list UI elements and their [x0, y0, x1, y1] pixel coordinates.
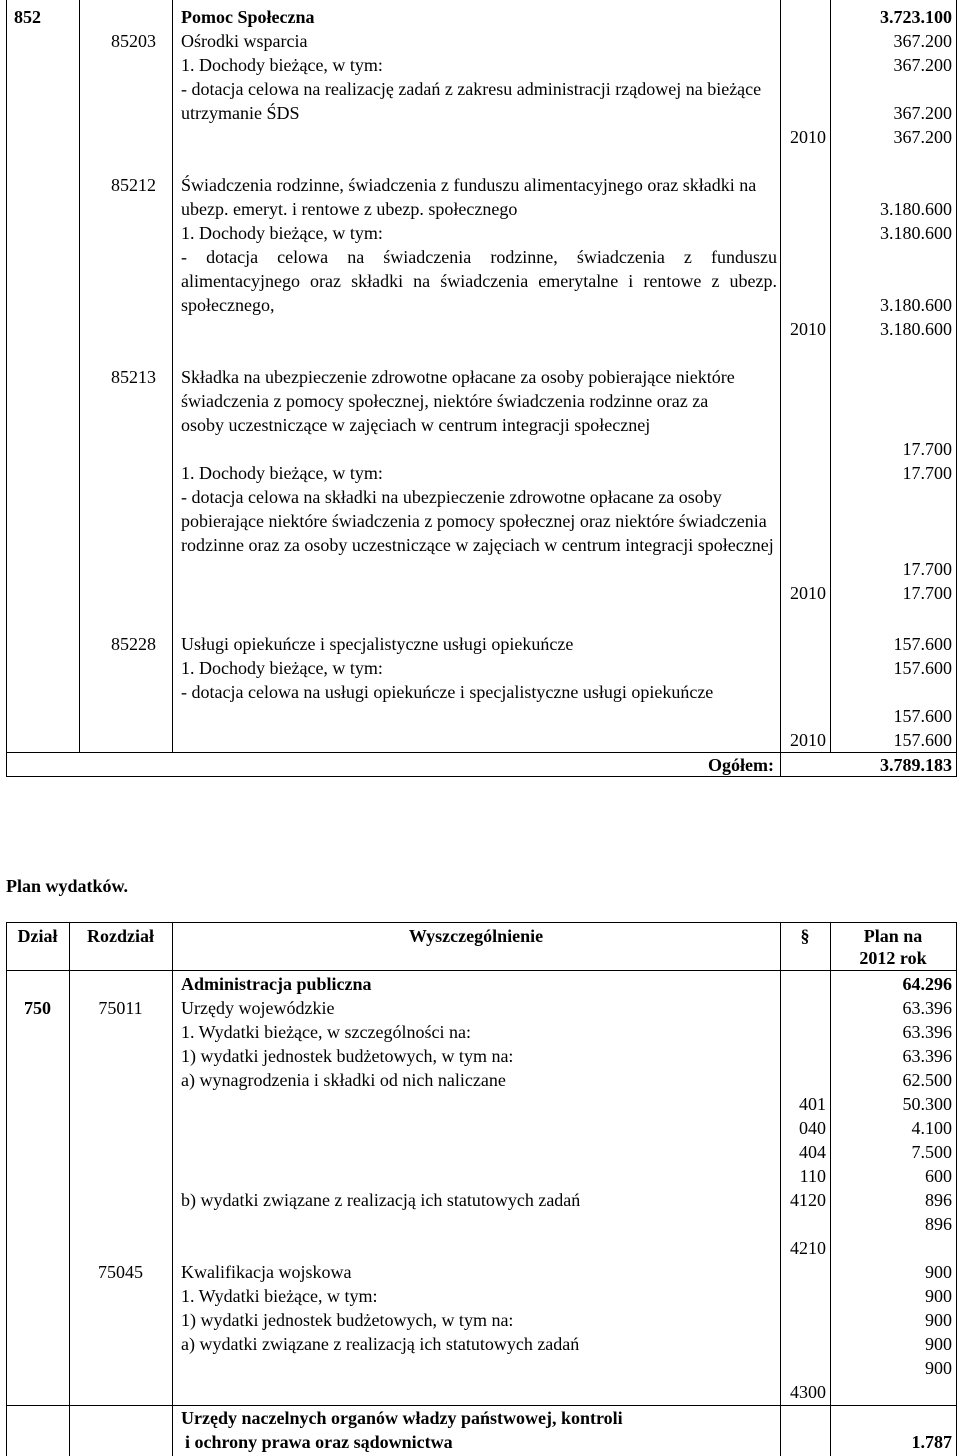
- dzial-code: 852: [14, 7, 41, 27]
- amount: 900: [925, 1358, 952, 1378]
- amount: 367.200: [893, 55, 952, 75]
- amount: 157.600: [893, 730, 952, 750]
- rozdzial-code: 75011: [98, 998, 143, 1018]
- col-divider: [830, 0, 831, 752]
- item-text: Urzędy naczelnych organów władzy państwowej, kontroli: [181, 1408, 623, 1428]
- amount: 900: [925, 1286, 952, 1306]
- header-plan-line1: Plan na: [863, 926, 923, 946]
- amount: 63.396: [902, 1046, 952, 1066]
- rozdzial-code: 75045: [98, 1262, 143, 1282]
- header-bottom-border: [6, 970, 957, 971]
- paragraph-code: 110: [799, 1166, 826, 1186]
- amount: 3.180.600: [880, 199, 952, 219]
- amount: 367.200: [893, 127, 952, 147]
- total-label: Ogółem:: [708, 755, 774, 775]
- item-text: Administracja publiczna: [181, 974, 372, 994]
- amount: 896: [925, 1214, 952, 1234]
- amount: 63.396: [902, 998, 952, 1018]
- item-text: a) wydatki związane z realizacją ich statutowych zadań: [181, 1334, 580, 1354]
- paragraph-code: 4210: [790, 1238, 826, 1258]
- header-wyszczegolnienie: Wyszczególnienie: [408, 926, 544, 946]
- amount: 7.500: [911, 1142, 952, 1162]
- item-text: Kwalifikacja wojskowa: [181, 1262, 352, 1282]
- item-text: b) wydatki związane z realizacją ich statutowych zadań: [181, 1190, 581, 1210]
- item-text: Usługi opiekuńcze i specjalistyczne usługi opiekuńcze: [181, 634, 574, 654]
- amount: 600: [925, 1166, 952, 1186]
- border-right: [956, 0, 957, 776]
- amount: 17.700: [902, 559, 952, 579]
- col-divider: [780, 0, 781, 776]
- item-text: - dotacja celowa na usługi opiekuńcze i specjalistyczne usługi opiekuńcze: [181, 682, 714, 702]
- item-text: 1. Dochody bieżące, w tym:: [181, 223, 383, 243]
- paragraph-code: 040: [799, 1118, 826, 1138]
- amount: 17.700: [902, 463, 952, 483]
- item-text: Składka na ubezpieczenie zdrowotne opłacane za osoby pobierające niektóre świadczenia z pomocy społecznej, niektóre świadczenia rodzinne oraz za osoby uczestniczące w zajęciach w centrum integracji społecznej: [181, 367, 735, 435]
- amount: 367.200: [893, 103, 952, 123]
- rozdzial-code: 85228: [111, 634, 156, 654]
- item-text: 1. Dochody bieżące, w tym:: [181, 463, 383, 483]
- rozdzial-code: 85212: [111, 175, 156, 195]
- rozdzial-code: 85203: [111, 31, 156, 51]
- item-text: Świadczenia rodzinne, świadczenia z funduszu alimentacyjnego oraz składki na ubezp. emeryt. i rentowe z ubezp. społecznego: [181, 175, 757, 219]
- item-text: Pomoc Społeczna: [181, 7, 315, 27]
- item-text: Ośrodki wsparcia: [181, 31, 308, 51]
- col-divider: [172, 922, 173, 1456]
- border-right: [956, 922, 957, 1456]
- amount: 900: [925, 1334, 952, 1354]
- paragraph-code: 4300: [790, 1382, 826, 1402]
- amount: 157.600: [893, 658, 952, 678]
- header-rozdzial: Rozdział: [87, 926, 154, 946]
- paragraph-code: 2010: [790, 583, 826, 603]
- amount: 63.396: [902, 1022, 952, 1042]
- item-text: 1. Wydatki bieżące, w szczególności na:: [181, 1022, 471, 1042]
- item-text: 1) wydatki jednostek budżetowych, w tym na:: [181, 1046, 514, 1066]
- paragraph-code: 2010: [790, 127, 826, 147]
- amount: 4.100: [911, 1118, 952, 1138]
- item-text: 1. Dochody bieżące, w tym:: [181, 55, 383, 75]
- row-divider: [6, 752, 957, 753]
- amount: 64.296: [902, 974, 952, 994]
- item-text: - dotacja celowa na składki na ubezpieczenie zdrowotne opłacane za osoby pobierające niektóre świadczenia z pomocy społecznej oraz niektóre świadczenia rodzinne oraz za osoby uczestniczące w zajęciach w centrum integracji społecznej: [181, 487, 774, 555]
- paragraph-code: 2010: [790, 730, 826, 750]
- header-paragraph: §: [800, 926, 810, 946]
- header-plan-line2: 2012 rok: [859, 948, 927, 968]
- col-divider: [79, 0, 80, 752]
- amount: 157.600: [893, 706, 952, 726]
- amount: 17.700: [902, 439, 952, 459]
- amount: 3.180.600: [880, 223, 952, 243]
- border-left: [6, 0, 7, 776]
- amount: 50.300: [902, 1094, 952, 1114]
- amount: 367.200: [893, 31, 952, 51]
- table-top-border: [6, 922, 957, 923]
- col-divider: [830, 922, 831, 1456]
- dzial-code: 750: [24, 998, 51, 1018]
- item-text: 1. Wydatki bieżące, w tym:: [181, 1286, 378, 1306]
- header-dzial: Dział: [17, 926, 58, 946]
- rozdzial-code: 85213: [111, 367, 156, 387]
- amount: 62.500: [902, 1070, 952, 1090]
- col-divider: [172, 0, 173, 752]
- amount: 3.180.600: [880, 319, 952, 339]
- amount: 3.723.100: [880, 7, 952, 27]
- amount: 3.180.600: [880, 295, 952, 315]
- amount: 157.600: [893, 634, 952, 654]
- row-divider: [6, 776, 957, 777]
- paragraph-code: 404: [799, 1142, 826, 1162]
- amount: 1.787: [911, 1432, 952, 1452]
- item-text: - dotacja celowa na realizację zadań z zakresu administracji rządowej na bieżące utrzymanie ŚDS: [181, 79, 762, 123]
- expenses-heading: Plan wydatków.: [6, 876, 129, 896]
- amount: 900: [925, 1262, 952, 1282]
- item-text: 1) wydatki jednostek budżetowych, w tym na:: [181, 1310, 514, 1330]
- paragraph-code: 2010: [790, 319, 826, 339]
- paragraph-code: 401: [799, 1094, 826, 1114]
- item-text: a) wynagrodzenia i składki od nich naliczane: [181, 1070, 506, 1090]
- paragraph-code: 4120: [790, 1190, 826, 1210]
- total-value: 3.789.183: [880, 755, 952, 775]
- amount: 900: [925, 1310, 952, 1330]
- item-text: - dotacja celowa na świadczenia rodzinne, świadczenia z funduszu alimentacyjnego oraz składki na świadczenia emerytalne i rentowe z ubezp. społecznego,: [181, 247, 777, 315]
- amount: 896: [925, 1190, 952, 1210]
- item-text: Urzędy wojewódzkie: [181, 998, 335, 1018]
- item-text: i ochrony prawa oraz sądownictwa: [185, 1432, 453, 1452]
- amount: 17.700: [902, 583, 952, 603]
- item-text: 1. Dochody bieżące, w tym:: [181, 658, 383, 678]
